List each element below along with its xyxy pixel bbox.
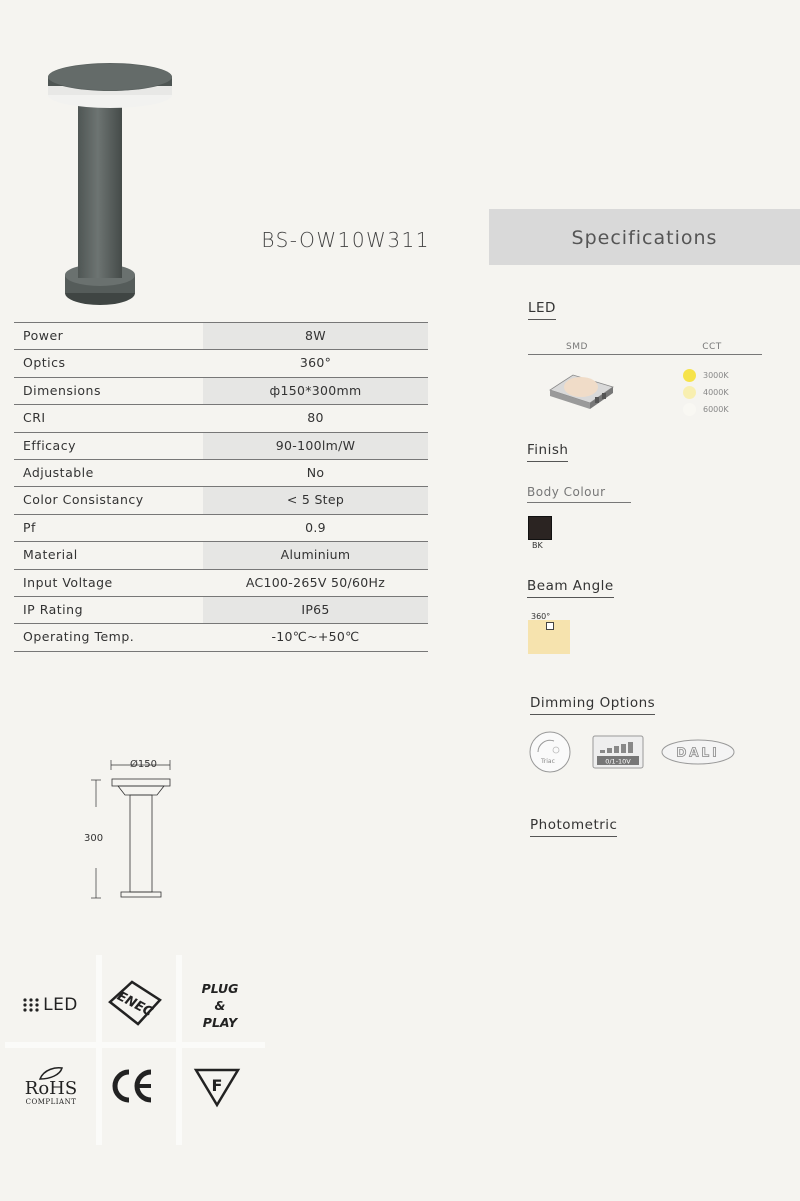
dali-icon <box>660 738 736 766</box>
cert-grid-divider <box>176 955 182 1145</box>
cct-option-label: 6000K <box>703 405 729 414</box>
cct-dot <box>683 369 696 382</box>
colour-swatch-bk <box>528 516 552 540</box>
cct-option-3000k <box>683 369 753 383</box>
spec-value: ф150*300mm <box>203 378 428 404</box>
f-mark-label: F <box>211 1076 223 1095</box>
spec-value: IP65 <box>203 597 428 623</box>
triac-dimmer-icon <box>528 730 572 774</box>
smd-label: SMD <box>566 342 588 352</box>
ce-mark <box>107 1066 157 1106</box>
spec-label: Input Voltage <box>23 574 113 590</box>
spec-row <box>14 596 428 623</box>
spec-label: Color Consistancy <box>23 492 144 508</box>
cert-grid-divider <box>5 1042 265 1048</box>
f-mark-triangle <box>193 1066 241 1108</box>
finish-heading: Finish <box>527 442 568 462</box>
specifications-band <box>489 209 800 265</box>
dimension-drawing <box>80 755 190 905</box>
spec-label: Optics <box>23 355 66 371</box>
spec-value: 80 <box>307 410 324 426</box>
rohs-label: RoHS <box>24 1077 78 1099</box>
spec-value: 0.9 <box>305 519 326 535</box>
spec-row <box>14 349 428 376</box>
spec-label: Adjustable <box>23 464 94 480</box>
plug-line: & <box>214 997 226 1013</box>
smd-chip-icon <box>545 365 615 410</box>
photometric-heading: Photometric <box>530 817 617 837</box>
specifications-title: Specifications <box>571 227 718 249</box>
led-cert-badge <box>10 985 90 1025</box>
spec-row <box>14 432 428 459</box>
spec-label: Pf <box>23 519 36 535</box>
cct-option-6000k <box>683 403 753 417</box>
dimming-heading: Dimming Options <box>530 695 655 715</box>
spec-row <box>14 541 428 568</box>
enec-logo <box>104 980 166 1028</box>
cert-grid-divider <box>96 955 102 1145</box>
0-10v-dimmer-icon <box>592 735 644 769</box>
spec-row <box>14 322 428 349</box>
spec-row <box>14 459 428 486</box>
spec-value: 8W <box>203 323 428 349</box>
dimension-height-label: 300 <box>84 833 104 844</box>
beam-angle-heading: Beam Angle <box>527 578 614 598</box>
led-dots-icon <box>22 997 40 1013</box>
spec-row <box>14 623 428 651</box>
rohs-sub-label: COMPLIANT <box>25 1097 77 1106</box>
led-cert-label: LED <box>43 995 78 1015</box>
rohs-badge <box>15 1058 87 1113</box>
product-image <box>40 55 190 310</box>
0-10v-label: 0/1-10V <box>605 757 631 766</box>
spec-value: < 5 Step <box>203 487 428 513</box>
led-heading: LED <box>528 300 556 320</box>
spec-label: Efficacy <box>23 437 76 453</box>
enec-label: ENEC <box>114 988 156 1021</box>
spec-label: Dimensions <box>23 382 101 398</box>
spec-row <box>14 377 428 404</box>
spec-value: -10℃~+50℃ <box>271 629 360 645</box>
led-divider <box>528 354 762 355</box>
spec-row <box>14 404 428 431</box>
dimension-width-label: Ø150 <box>130 759 157 770</box>
spec-label: Material <box>23 547 78 563</box>
cct-label: CCT <box>702 342 722 352</box>
spec-row <box>14 569 428 596</box>
spec-label: CRI <box>23 410 46 426</box>
plug-and-play-badge <box>185 976 255 1034</box>
spec-table <box>14 322 428 652</box>
cct-dot <box>683 403 696 416</box>
model-title: BS-OW10W311 <box>261 228 430 252</box>
spec-label: Operating Temp. <box>23 629 135 645</box>
body-colour-heading: Body Colour <box>527 485 631 503</box>
beam-source-icon <box>546 622 554 630</box>
swatch-label: BK <box>532 541 543 550</box>
plug-line: PLAY <box>202 1014 238 1030</box>
spec-value: Aluminium <box>203 542 428 568</box>
cct-option-label: 4000K <box>703 388 729 397</box>
triac-label: Triac <box>541 758 555 765</box>
plug-and-play-text <box>202 980 239 1031</box>
spec-value: 90-100lm/W <box>203 433 428 459</box>
spec-row <box>14 514 428 541</box>
cct-dot <box>683 386 696 399</box>
spec-value: No <box>306 464 325 480</box>
spec-label: IP Rating <box>23 601 83 617</box>
spec-value: AC100-265V 50/60Hz <box>245 574 386 590</box>
cct-option-label: 3000K <box>703 371 729 380</box>
dali-label: DALI <box>676 745 720 760</box>
cct-option-4000k <box>683 386 753 400</box>
spec-row <box>14 486 428 513</box>
plug-line: PLUG <box>201 980 239 996</box>
spec-value: 360° <box>299 355 332 371</box>
beam-angle-label: 360° <box>531 612 551 621</box>
spec-label: Power <box>23 328 64 343</box>
